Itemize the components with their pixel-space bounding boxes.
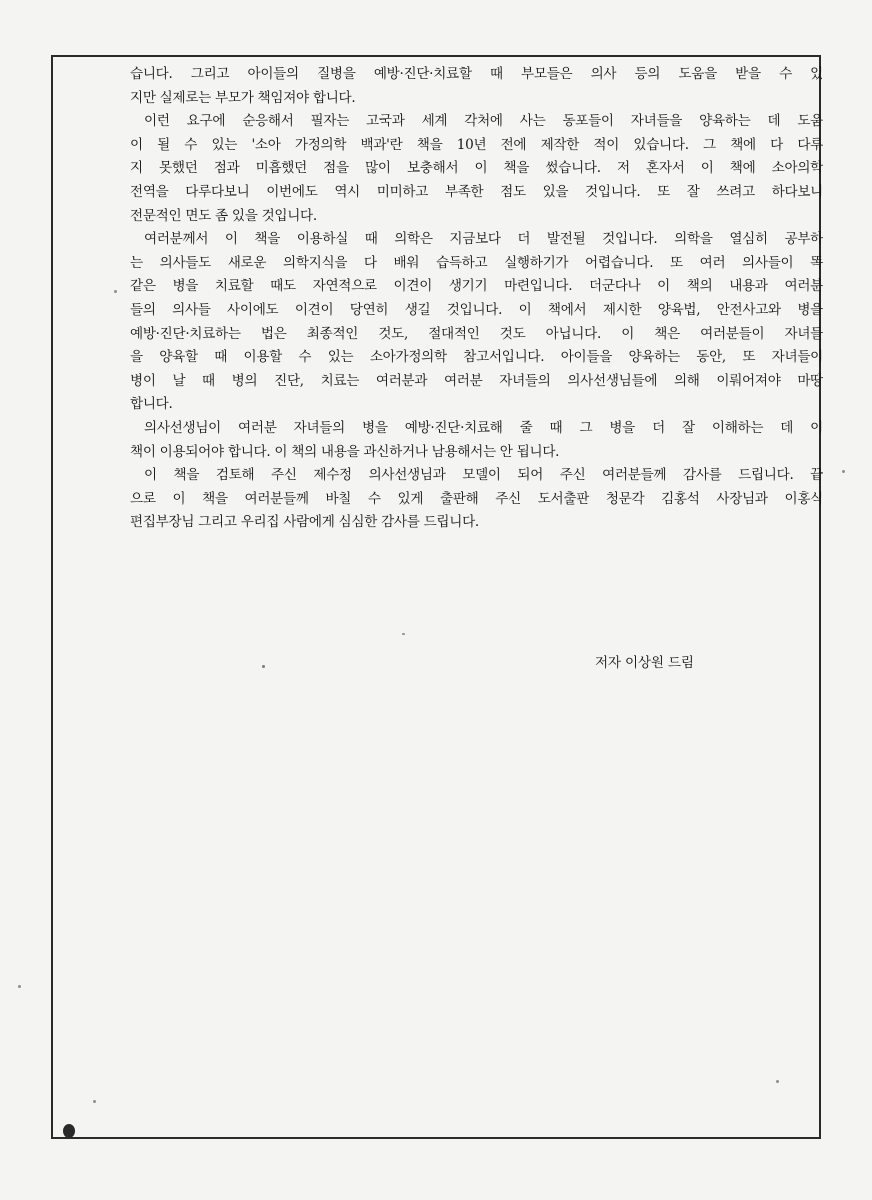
scan-speck <box>842 470 845 473</box>
text-line: 책이 이용되어야 합니다. 이 책의 내용을 과신하거나 남용해서는 안 됩니다. <box>130 443 560 460</box>
text-line: 의사선생님이 여러분 자녀들의 병을 예방·진단·치료해 줄 때 그 병을 더 잘 이해하는 데 이 <box>144 419 823 436</box>
text-line: 예방·진단·치료하는 법은 최종적인 것도, 절대적인 것도 아닙니다. 이 책은 여러분들이 자녀들 <box>130 325 823 342</box>
text-line: 습니다. 그리고 아이들의 질병을 예방·진단·치료할 때 부모들은 의사 등의 도움을 받을 수 있 <box>130 66 823 82</box>
text-line: 지만 실제로는 부모가 책임져야 합니다. <box>130 89 356 106</box>
text-line: 합니다. <box>130 396 173 413</box>
text-line: 전문적인 면도 좀 있을 것입니다. <box>130 207 317 224</box>
text-line: 들의 의사들 사이에도 이견이 당연히 생길 것입니다. 이 책에서 제시한 양육법, 안전사고와 병을 <box>130 301 823 318</box>
body-text <box>130 63 823 535</box>
text-line: 을 양육할 때 이용할 수 있는 소아가정의학 참고서입니다. 아이들을 양육하는 동안, 또 자녀들이 <box>130 349 823 366</box>
text-line: 이 될 수 있는 '소아 가정의학 백과'란 책을 10년 전에 제작한 적이 있습니다. 그 책에 다 다루 <box>130 136 823 153</box>
text-line: 편집부장님 그리고 우리집 사람에게 심심한 감사를 드립니다. <box>130 514 479 531</box>
scan-speck <box>262 665 265 668</box>
text-line: 지 못했던 점과 미흡했던 점을 많이 보충해서 이 책을 썼습니다. 저 혼자서 이 책에 소아의학 <box>130 160 823 177</box>
scan-speck <box>63 1124 75 1138</box>
text-line: 여러분께서 이 책을 이용하실 때 의학은 지금보다 더 발전될 것입니다. 의학을 열심히 공부하 <box>144 231 823 248</box>
scan-speck <box>776 1080 779 1083</box>
text-line: 같은 병을 치료할 때도 자연적으로 이견이 생기기 마련입니다. 더군다나 이 책의 내용과 여러분 <box>130 278 823 295</box>
scan-speck <box>18 985 21 988</box>
scan-speck <box>402 633 405 635</box>
scan-speck <box>114 290 117 293</box>
author-signature: 저자 이상원 드림 <box>595 655 694 671</box>
scan-speck <box>93 1100 96 1103</box>
text-line: 전역을 다루다보니 이번에도 역시 미미하고 부족한 점도 있을 것입니다. 또 잘 쓰려고 하다보니 <box>130 183 823 200</box>
text-line: 이 책을 검토해 주신 제수정 의사선생님과 모델이 되어 주신 여러분들께 감사를 드립니다. 끝 <box>144 467 823 484</box>
text-line: 이런 요구에 순응해서 필자는 고국과 세계 각처에 사는 동포들이 자녀들을 양육하는 데 도움 <box>144 113 823 130</box>
text-line: 병이 날 때 병의 진단, 치료는 여러분과 여러분 자녀들의 의사선생님들에 의해 이뤄어져야 마땅 <box>130 372 823 389</box>
text-line: 으로 이 책을 여러분들께 바칠 수 있게 출판해 주신 도서출판 청문각 김홍석 사장님과 이홍식 <box>130 490 823 507</box>
text-line: 는 의사들도 새로운 의학지식을 다 배워 습득하고 실행하기가 어렵습니다. 또 여러 의사들이 똑 <box>130 254 823 271</box>
